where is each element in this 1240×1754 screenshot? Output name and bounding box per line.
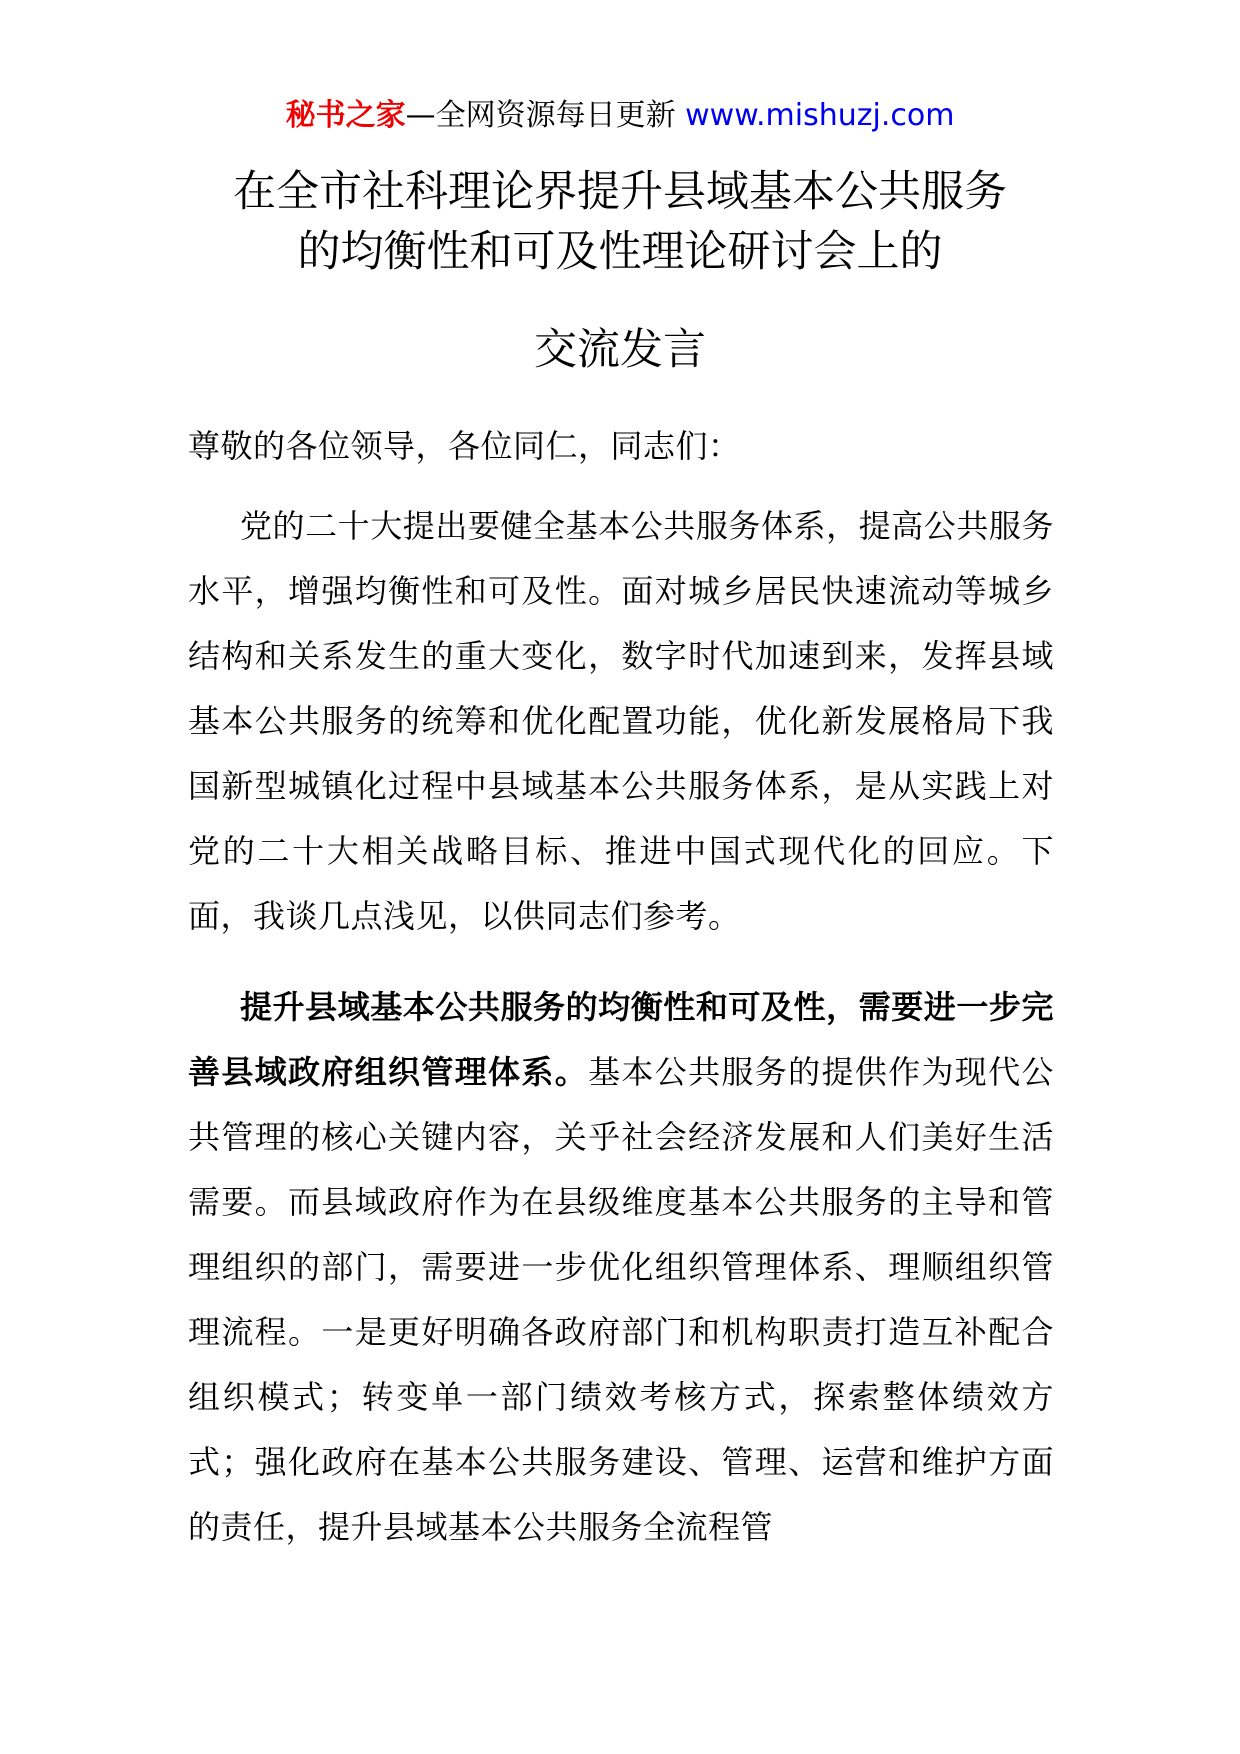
- salutation: 尊敬的各位领导，各位同仁，同志们：: [188, 427, 741, 465]
- site-url-link[interactable]: www.mishuzj.com: [685, 98, 955, 133]
- document-title-line-3: 交流发言: [534, 325, 706, 375]
- document-title-line-1: 在全市社科理论界提升县域基本公共服务: [233, 167, 1007, 217]
- section-1-body: 基本公共服务的提供作为现代公共管理的核心关键内容，关乎社会经济发展和人们美好生活需要。而县域政府作为在县级维度基本公共服务的主导和管理组织的部门，需要进一步优化组织管理体系、理顺组织管理流程。一是更好明确各政府部门和机构职责打造互补配合组织模式；转变单一部门绩效考核方式，探索整体绩效方式；强化政府在基本公共服务建设、管理、运营和维护方面的责任，提升县域基本公共服务全流程管: [188, 1053, 1054, 1546]
- paragraph-intro: 党的二十大提出要健全基本公共服务体系，提高公共服务水平，增强均衡性和可及性。面对城乡居民快速流动等城乡结构和关系发生的重大变化，数字时代加速到来，发挥县域基本公共服务的统筹和优化配置功能，优化新发展格局下我国新型城镇化过程中县域基本公共服务体系，是从实践上对党的二十大相关战略目标、推进中国式现代化的回应。下面，我谈几点浅见，以供同志们参考。: [188, 507, 1054, 935]
- header-tagline: —全网资源每日更新: [405, 98, 676, 133]
- brand-name: 秘书之家: [285, 98, 406, 133]
- section-1-heading: 提升县域基本公共服务的均衡性和可及性，需要进一步完善县域政府组织管理体系。: [188, 988, 1054, 1091]
- paragraph-section-1: [188, 975, 1054, 1560]
- site-header: [0, 96, 1240, 136]
- document-title-line-2: 的均衡性和可及性理论研讨会上的: [297, 227, 943, 277]
